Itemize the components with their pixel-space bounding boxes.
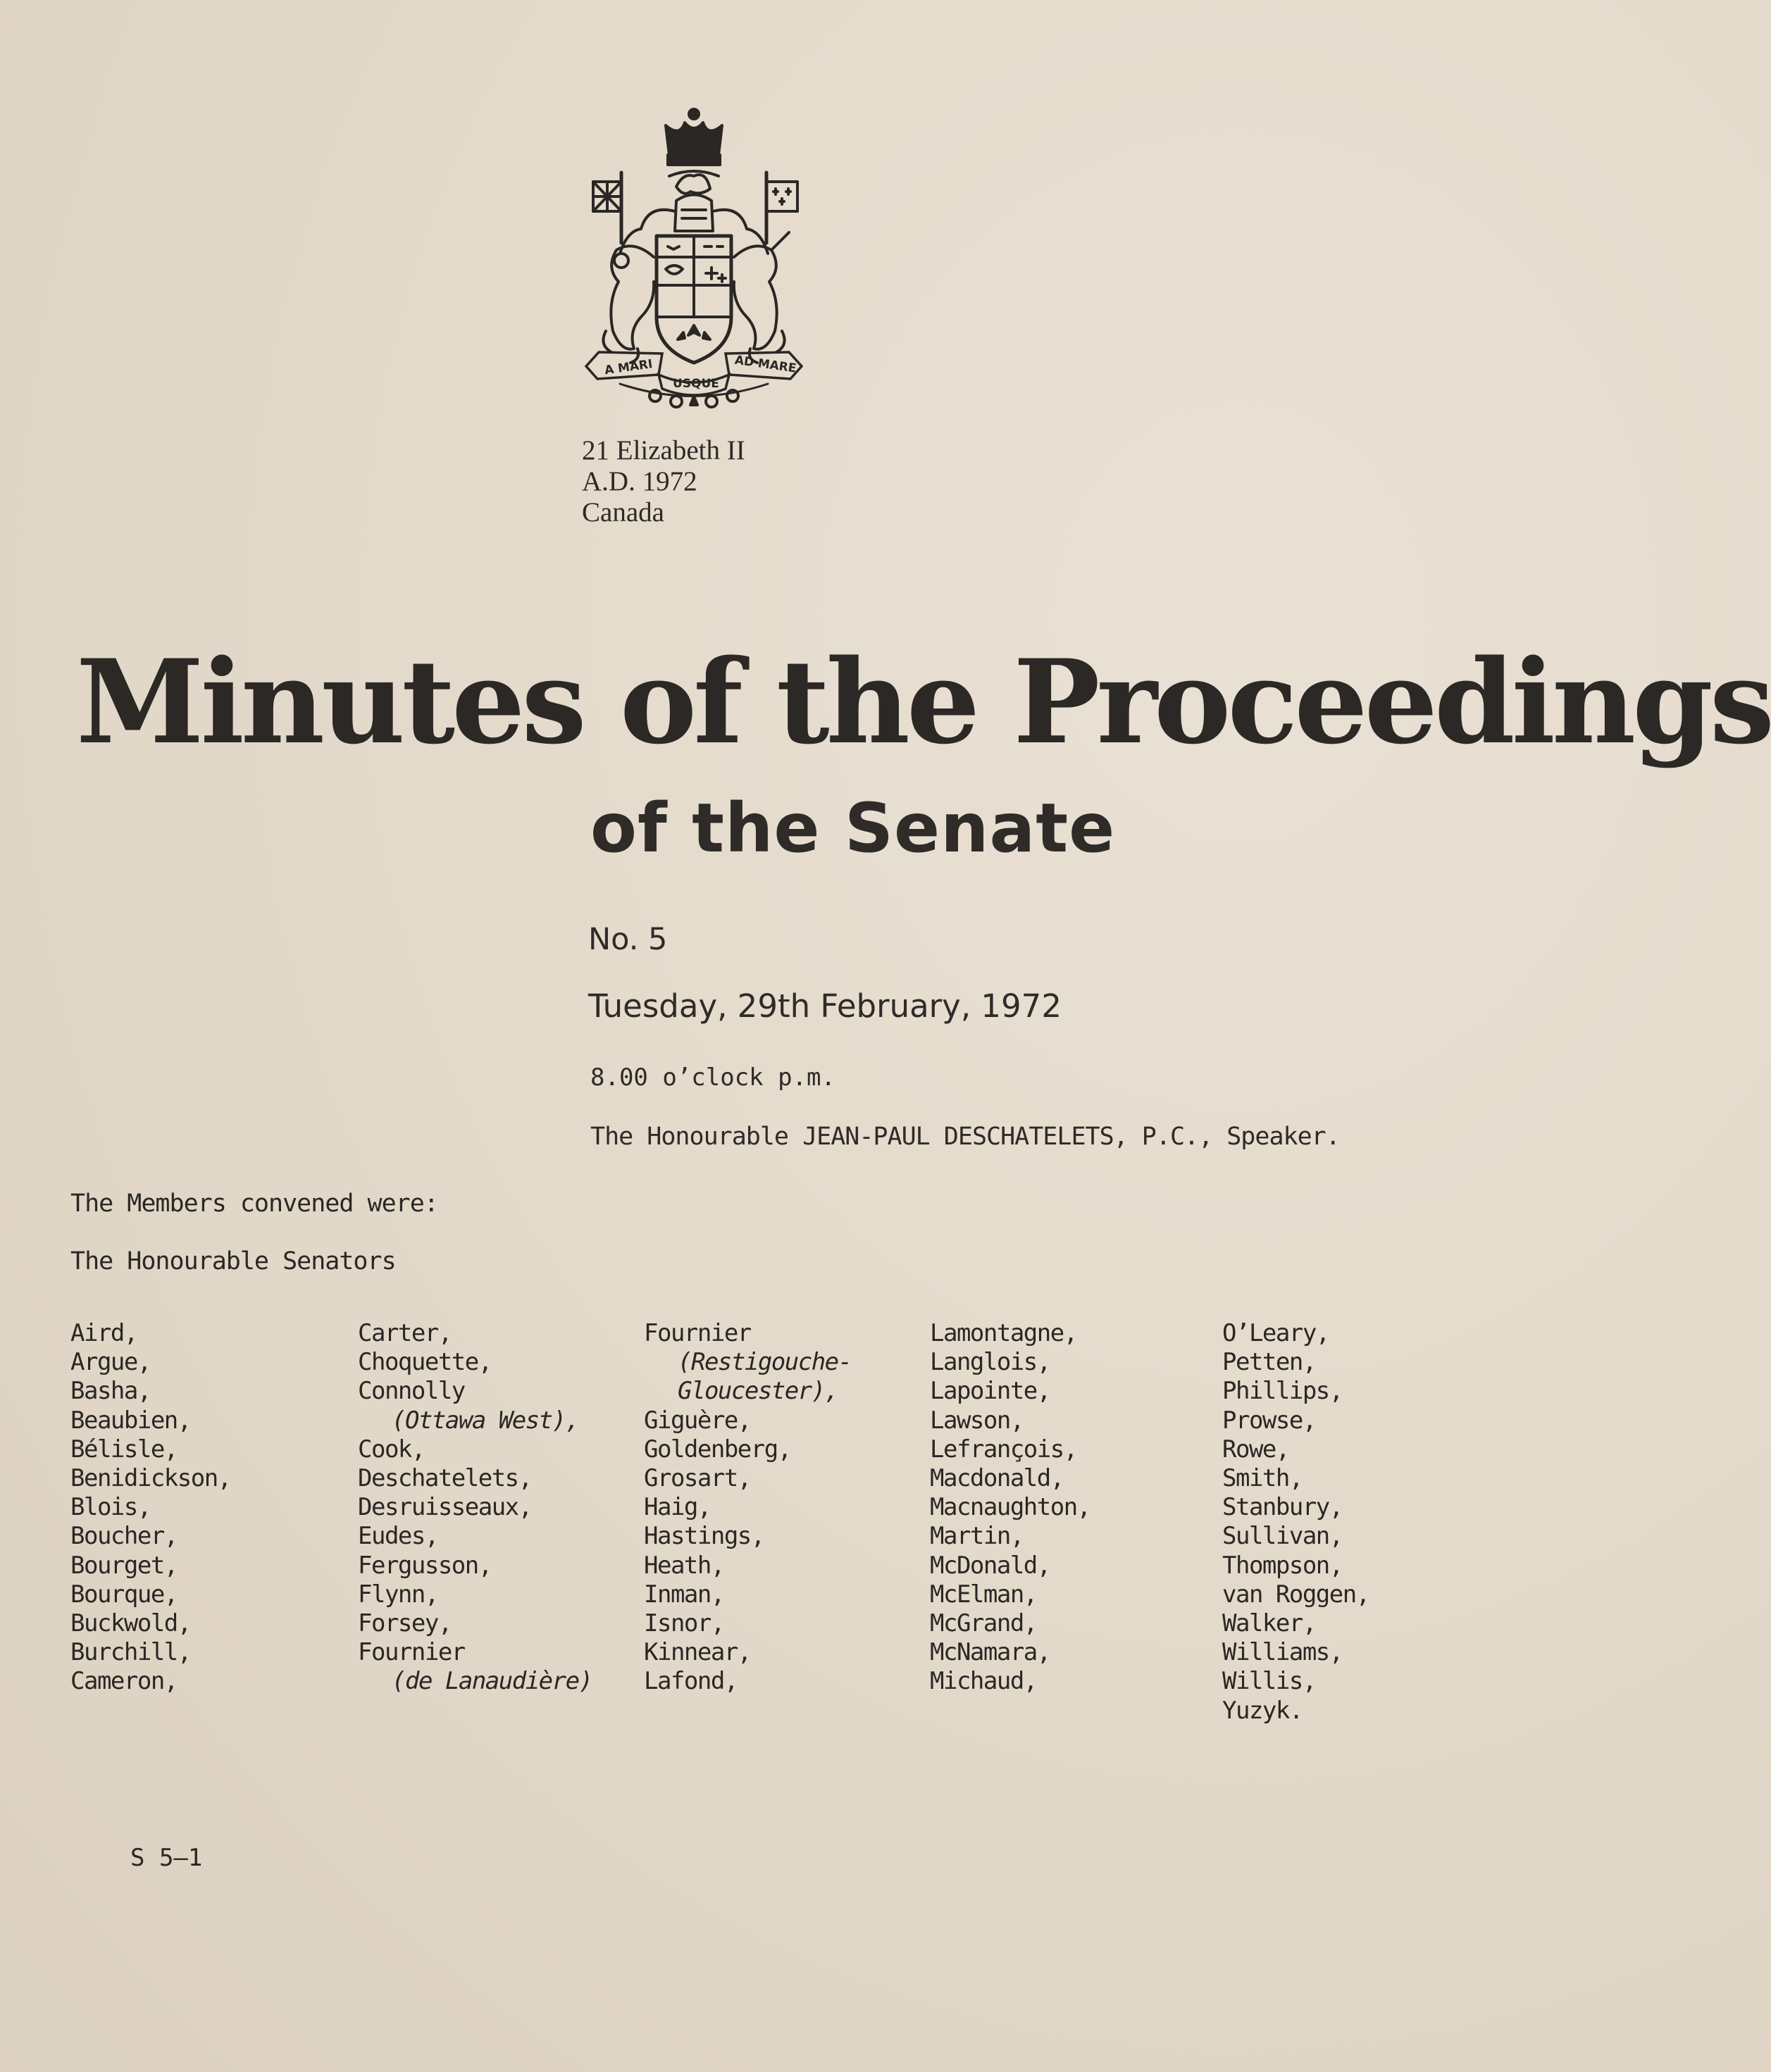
union-flag-icon xyxy=(593,173,621,243)
senator-name: McNamara, xyxy=(930,1638,1050,1667)
senator-name: Martin, xyxy=(930,1522,1024,1551)
senator-name: Lawson, xyxy=(930,1406,1024,1435)
senator-name: Isnor, xyxy=(644,1609,724,1638)
senator-constituency: Gloucester), xyxy=(678,1377,838,1406)
senators-column-1 xyxy=(70,1319,231,1697)
senator-name: Lapointe, xyxy=(930,1377,1050,1406)
senator-name: Macdonald, xyxy=(930,1464,1064,1493)
senator-name: Langlois, xyxy=(930,1348,1050,1377)
senator-name: O’Leary, xyxy=(1222,1319,1329,1347)
senator-name: Buckwold, xyxy=(70,1609,191,1638)
senator-name: Bélisle, xyxy=(70,1435,178,1463)
senator-name: McGrand, xyxy=(930,1609,1037,1638)
senator-name: Haig, xyxy=(644,1493,711,1522)
senator-name: Flynn, xyxy=(358,1580,438,1609)
senator-name: Connolly xyxy=(358,1377,465,1406)
senator-name: Giguère, xyxy=(644,1406,751,1435)
crown-icon xyxy=(666,109,722,165)
lion-supporter-icon xyxy=(603,246,654,363)
royal-flag-icon xyxy=(766,173,797,243)
country: Canada xyxy=(582,497,664,528)
coat-of-arms-emblem xyxy=(578,106,810,423)
senator-name: Inman, xyxy=(644,1580,724,1609)
sitting-time: 8.00 o’clock p.m. xyxy=(590,1063,835,1092)
senator-constituency: (Ottawa West), xyxy=(392,1406,579,1435)
senator-name: Fournier xyxy=(358,1638,465,1667)
senator-name: Cameron, xyxy=(70,1667,178,1696)
senator-name: McElman, xyxy=(930,1580,1037,1609)
senator-name: Grosart, xyxy=(644,1464,751,1493)
senator-name: Lafond, xyxy=(644,1667,738,1696)
senator-name: Thompson, xyxy=(1222,1551,1343,1580)
senator-name: Kinnear, xyxy=(644,1638,751,1667)
senator-name: Blois, xyxy=(70,1493,151,1522)
senator-name: Choquette, xyxy=(358,1348,492,1377)
senator-name: Bourque, xyxy=(70,1580,178,1609)
unicorn-supporter-icon xyxy=(734,232,789,363)
shield-icon xyxy=(657,236,731,363)
senator-name: Beaubien, xyxy=(70,1406,191,1435)
senator-name: Fournier xyxy=(644,1319,751,1347)
senators-column-5 xyxy=(1222,1319,1369,1725)
senator-name: Walker, xyxy=(1222,1609,1316,1638)
document-title: Minutes of the Proceedings xyxy=(76,634,1771,770)
motto-word: AD MARE xyxy=(733,353,797,376)
convened-label: The Members convened were: xyxy=(70,1190,438,1218)
senator-name: Basha, xyxy=(70,1377,151,1406)
senator-name: Rowe, xyxy=(1222,1435,1289,1463)
senator-name: Macnaughton, xyxy=(930,1493,1090,1522)
issue-number: No. 5 xyxy=(588,922,668,957)
motto-word: A MARI xyxy=(603,357,654,378)
senator-name: Forsey, xyxy=(358,1609,452,1638)
senator-name: Smith, xyxy=(1222,1464,1303,1493)
senator-name: McDonald, xyxy=(930,1551,1050,1580)
calendar-year: A.D. 1972 xyxy=(582,466,697,497)
senator-name: Michaud, xyxy=(930,1667,1037,1696)
senator-name: Yuzyk. xyxy=(1222,1696,1303,1725)
speaker-line: The Honourable JEAN-PAUL DESCHATELETS, P.C., Speaker. xyxy=(590,1123,1340,1151)
senator-name: Eudes, xyxy=(358,1522,438,1551)
senator-constituency: (Restigouche- xyxy=(678,1348,852,1377)
senator-name: Cook, xyxy=(358,1435,425,1463)
document-subtitle: of the Senate xyxy=(590,789,1116,868)
senator-name: Goldenberg, xyxy=(644,1435,791,1463)
regnal-year: 21 Elizabeth II xyxy=(582,435,745,466)
sitting-date: Tuesday, 29th February, 1972 xyxy=(588,987,1062,1025)
senator-name: Carter, xyxy=(358,1319,452,1347)
senator-name: Lefrançois, xyxy=(930,1435,1077,1463)
senator-name: Williams, xyxy=(1222,1638,1343,1667)
senator-name: Argue, xyxy=(70,1348,151,1377)
senator-constituency: (de Lanaudière) xyxy=(392,1667,592,1696)
senator-name: Prowse, xyxy=(1222,1406,1316,1435)
senator-name: Desruisseaux, xyxy=(358,1493,532,1522)
senator-name: Hastings, xyxy=(644,1522,764,1551)
page-signature: S 5—1 xyxy=(130,1844,203,1872)
senator-name: Heath, xyxy=(644,1551,724,1580)
senator-name: Lamontagne, xyxy=(930,1319,1077,1347)
senator-name: Willis, xyxy=(1222,1667,1316,1696)
senator-name: Burchill, xyxy=(70,1638,191,1667)
senator-name: Stanbury, xyxy=(1222,1493,1343,1522)
senator-name: Deschatelets, xyxy=(358,1464,532,1493)
motto-word: USQUE xyxy=(673,377,719,391)
senator-name: Bourget, xyxy=(70,1551,178,1580)
senators-column-3 xyxy=(644,1319,852,1697)
senators-column-4 xyxy=(930,1319,1090,1697)
senator-name: van Roggen, xyxy=(1222,1580,1369,1609)
senator-name: Benidickson, xyxy=(70,1464,231,1493)
senator-name: Sullivan, xyxy=(1222,1522,1343,1551)
senators-label: The Honourable Senators xyxy=(70,1247,396,1275)
senator-name: Aird, xyxy=(70,1319,137,1347)
senators-column-2 xyxy=(358,1319,592,1697)
dateline xyxy=(582,435,745,528)
senator-name: Petten, xyxy=(1222,1348,1316,1377)
senator-name: Fergusson, xyxy=(358,1551,492,1580)
senator-name: Phillips, xyxy=(1222,1377,1343,1406)
senator-name: Boucher, xyxy=(70,1522,178,1551)
